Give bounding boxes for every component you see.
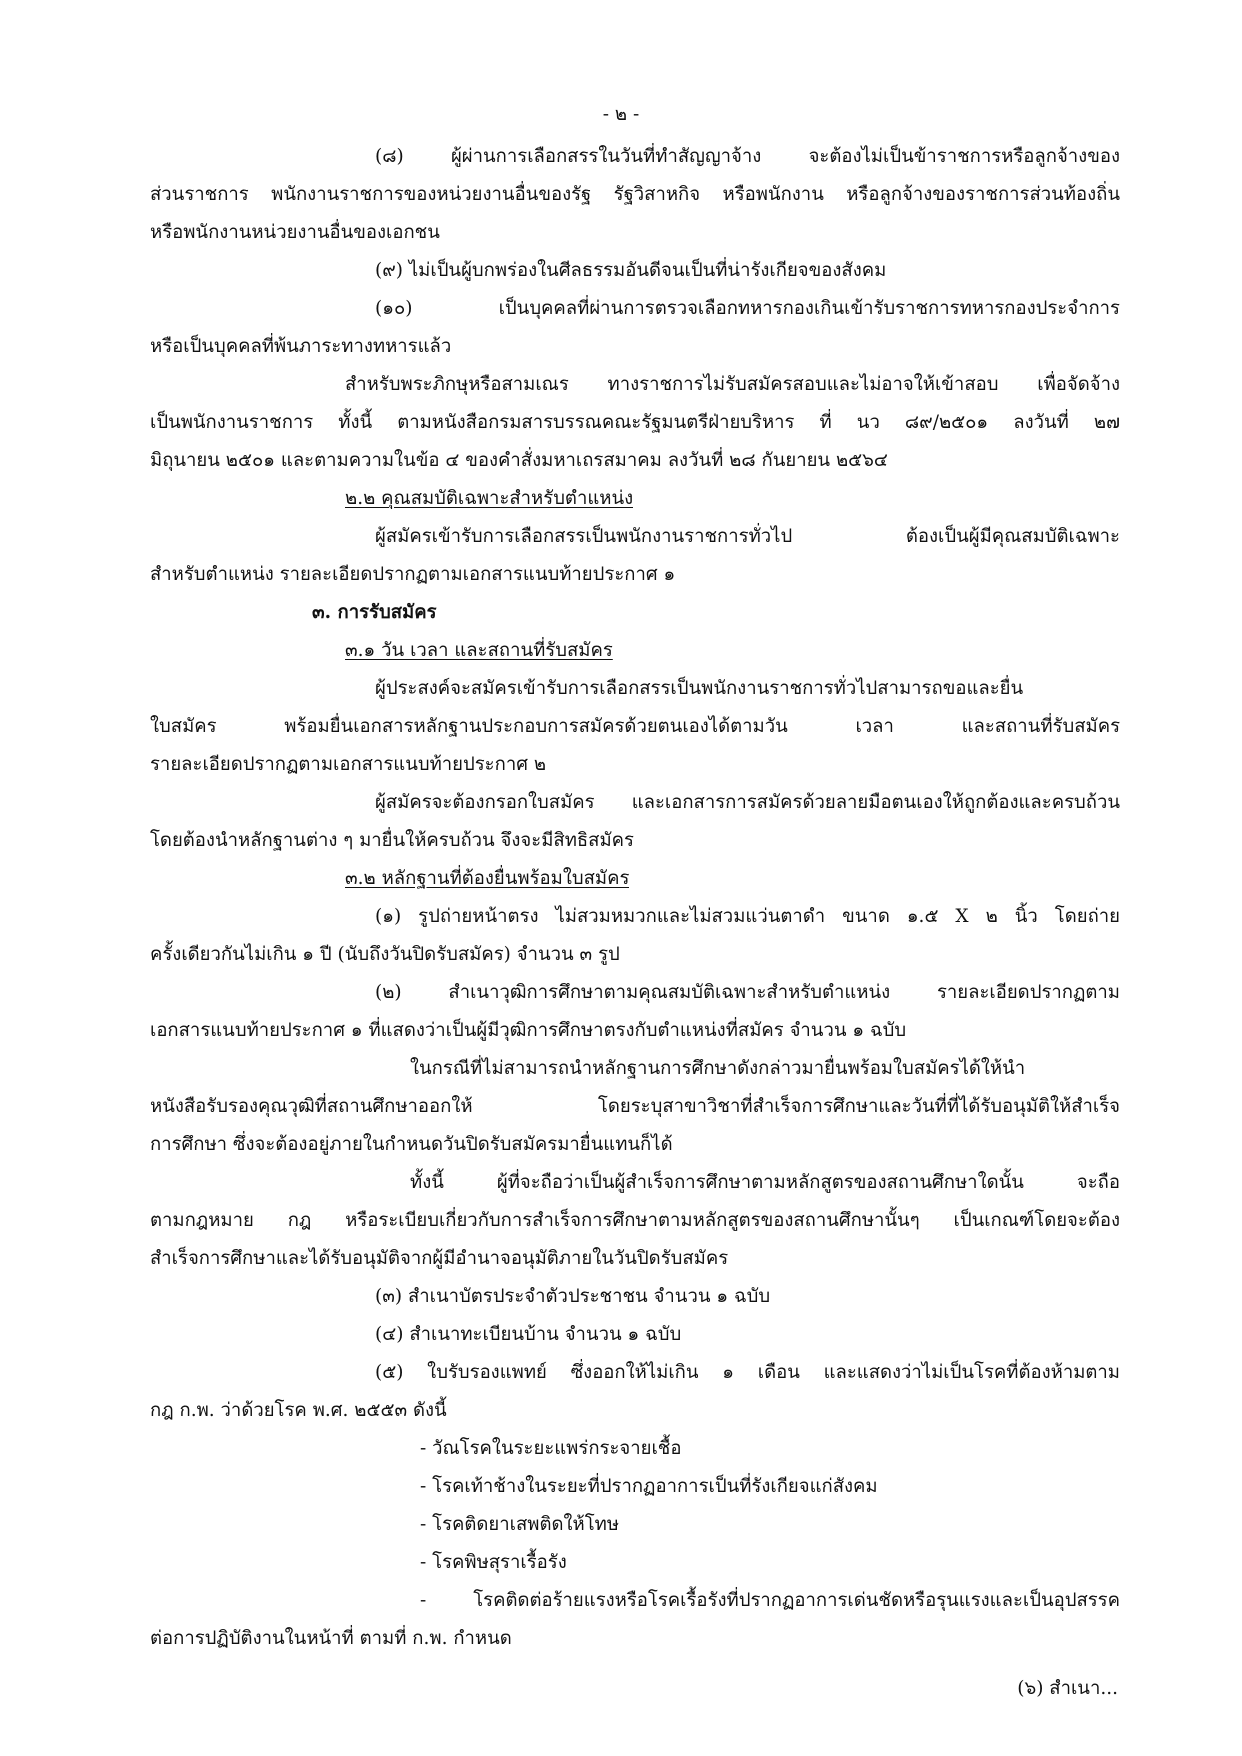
paragraph-line: (๘) ผู้ผ่านการเลือกสรรในวันที่ทำสัญญาจ้าง จะต้องไม่เป็นข้าราชการหรือลูกจ้างของ [375,146,1120,167]
paragraph-line: เอกสารแนบท้ายประกาศ ๑ ที่แสดงว่าเป็นผู้มีวุฒิการศึกษาตรงกับตำแหน่งที่สมัคร จำนวน ๑ ฉบับ [150,1020,907,1041]
paragraph-line: ในกรณีที่ไม่สามารถนำหลักฐานการศึกษาดังกล่าวมายื่นพร้อมใบสมัครได้ให้นำ [410,1058,1026,1079]
paragraph-line: (๓) สำเนาบัตรประจำตัวประชาชน จำนวน ๑ ฉบับ [375,1286,771,1307]
section-heading-3: ๓. การรับสมัคร [312,602,437,623]
paragraph-line: (๑) รูปถ่ายหน้าตรง ไม่สวมหมวกและไม่สวมแว่นตาดำ ขนาด ๑.๕ X ๒ นิ้ว โดยถ่าย [375,906,1120,927]
paragraph-line: ตามกฎหมาย กฎ หรือระเบียบเกี่ยวกับการสำเร็จการศึกษาตามหลักสูตรของสถานศึกษานั้นๆ เป็นเกณฑ์โดยจะต้อง [150,1210,1120,1231]
paragraph-line: ต่อการปฏิบัติงานในหน้าที่ ตามที่ ก.พ. กำหนด [150,1628,512,1649]
paragraph-line: ใบสมัคร พร้อมยื่นเอกสารหลักฐานประกอบการสมัครด้วยตนเองได้ตามวัน เวลา และสถานที่รับสมัคร [150,716,1120,737]
section-heading-3-1: ๓.๑ วัน เวลา และสถานที่รับสมัคร [345,640,613,661]
paragraph-line: เป็นพนักงานราชการ ทั้งนี้ ตามหนังสือกรมสารบรรณคณะรัฐมนตรีฝ่ายบริหาร ที่ นว ๘๙/๒๕๐๑ ลงวันที่ ๒๗ [150,412,1120,433]
paragraph-line: ทั้งนี้ ผู้ที่จะถือว่าเป็นผู้สำเร็จการศึกษาตามหลักสูตรของสถานศึกษาใดนั้น จะถือ [410,1172,1120,1193]
paragraph-line: กฎ ก.พ. ว่าด้วยโรค พ.ศ. ๒๕๕๓ ดังนี้ [150,1400,447,1421]
list-item: - โรคเท้าช้างในระยะที่ปรากฏอาการเป็นที่รังเกียจแก่สังคม [420,1476,878,1497]
paragraph-line: (๙) ไม่เป็นผู้บกพร่องในศีลธรรมอันดีจนเป็นที่น่ารังเกียจของสังคม [375,260,887,281]
paragraph-line: ส่วนราชการ พนักงานราชการของหน่วยงานอื่นของรัฐ รัฐวิสาหกิจ หรือพนักงาน หรือลูกจ้างของราชการส่วนท้องถิ่น [150,184,1120,205]
paragraph-line: การศึกษา ซึ่งจะต้องอยู่ภายในกำหนดวันปิดรับสมัครมายื่นแทนก็ได้ [150,1134,673,1155]
paragraph-line: หรือเป็นบุคคลที่พ้นภาระทางทหารแล้ว [150,336,452,357]
paragraph-line: มิถุนายน ๒๕๐๑ และตามความในข้อ ๔ ของคำสั่งมหาเถรสมาคม ลงวันที่ ๒๘ กันยายน ๒๕๖๔ [150,450,888,471]
list-item: - วัณโรคในระยะแพร่กระจายเชื้อ [420,1438,682,1459]
section-heading-3-2: ๓.๒ หลักฐานที่ต้องยื่นพร้อมใบสมัคร [345,868,630,889]
paragraph-line: หรือพนักงานหน่วยงานอื่นของเอกชน [150,222,440,243]
paragraph-line: หนังสือรับรองคุณวุฒิที่สถานศึกษาออกให้ โดยระบุสาขาวิชาที่สำเร็จการศึกษาและวันที่ที่ได้รับอนุมัติให้สำเร็จ [150,1096,1120,1117]
paragraph-line: รายละเอียดปรากฏตามเอกสารแนบท้ายประกาศ ๒ [150,754,547,775]
paragraph-line: (๕) ใบรับรองแพทย์ ซึ่งออกให้ไม่เกิน ๑ เดือน และแสดงว่าไม่เป็นโรคที่ต้องห้ามตาม [375,1362,1120,1383]
continuation-marker: (๖) สำเนา... [1017,1678,1118,1699]
paragraph-line: สำหรับพระภิกษุหรือสามเณร ทางราชการไม่รับสมัครสอบและไม่อาจให้เข้าสอบ เพื่อจัดจ้าง [345,374,1120,395]
paragraph-line: สำหรับตำแหน่ง รายละเอียดปรากฏตามเอกสารแนบท้ายประกาศ ๑ [150,564,676,585]
paragraph-line: (๒) สำเนาวุฒิการศึกษาตามคุณสมบัติเฉพาะสำหรับตำแหน่ง รายละเอียดปรากฏตาม [375,982,1120,1003]
paragraph-line: ครั้งเดียวกันไม่เกิน ๑ ปี (นับถึงวันปิดรับสมัคร) จำนวน ๓ รูป [150,944,620,965]
paragraph-line: โดยต้องนำหลักฐานต่าง ๆ มายื่นให้ครบถ้วน จึงจะมีสิทธิสมัคร [150,830,634,851]
paragraph-line: (๑๐) เป็นบุคคลที่ผ่านการตรวจเลือกทหารกองเกินเข้ารับราชการทหารกองประจำการ [375,298,1120,319]
list-item: - โรคพิษสุราเรื้อรัง [420,1552,567,1573]
paragraph-line: สำเร็จการศึกษาและได้รับอนุมัติจากผู้มีอำนาจอนุมัติภายในวันปิดรับสมัคร [150,1248,729,1269]
section-heading-2-2: ๒.๒ คุณสมบัติเฉพาะสำหรับตำแหน่ง [345,488,634,509]
paragraph-line: ผู้ประสงค์จะสมัครเข้ารับการเลือกสรรเป็นพนักงานราชการทั่วไปสามารถขอและยื่น [375,678,1024,699]
list-item: - โรคติดต่อร้ายแรงหรือโรคเรื้อรังที่ปรากฏอาการเด่นชัดหรือรุนแรงและเป็นอุปสรรค [420,1590,1120,1611]
paragraph-line: ผู้สมัครเข้ารับการเลือกสรรเป็นพนักงานราชการทั่วไป ต้องเป็นผู้มีคุณสมบัติเฉพาะ [375,526,1120,547]
list-item: - โรคติดยาเสพติดให้โทษ [420,1514,620,1535]
paragraph-line: (๔) สำเนาทะเบียนบ้าน จำนวน ๑ ฉบับ [375,1324,682,1345]
page-number: - ๒ - [602,104,640,125]
paragraph-line: ผู้สมัครจะต้องกรอกใบสมัคร และเอกสารการสมัครด้วยลายมือตนเองให้ถูกต้องและครบถ้วน [375,792,1120,813]
